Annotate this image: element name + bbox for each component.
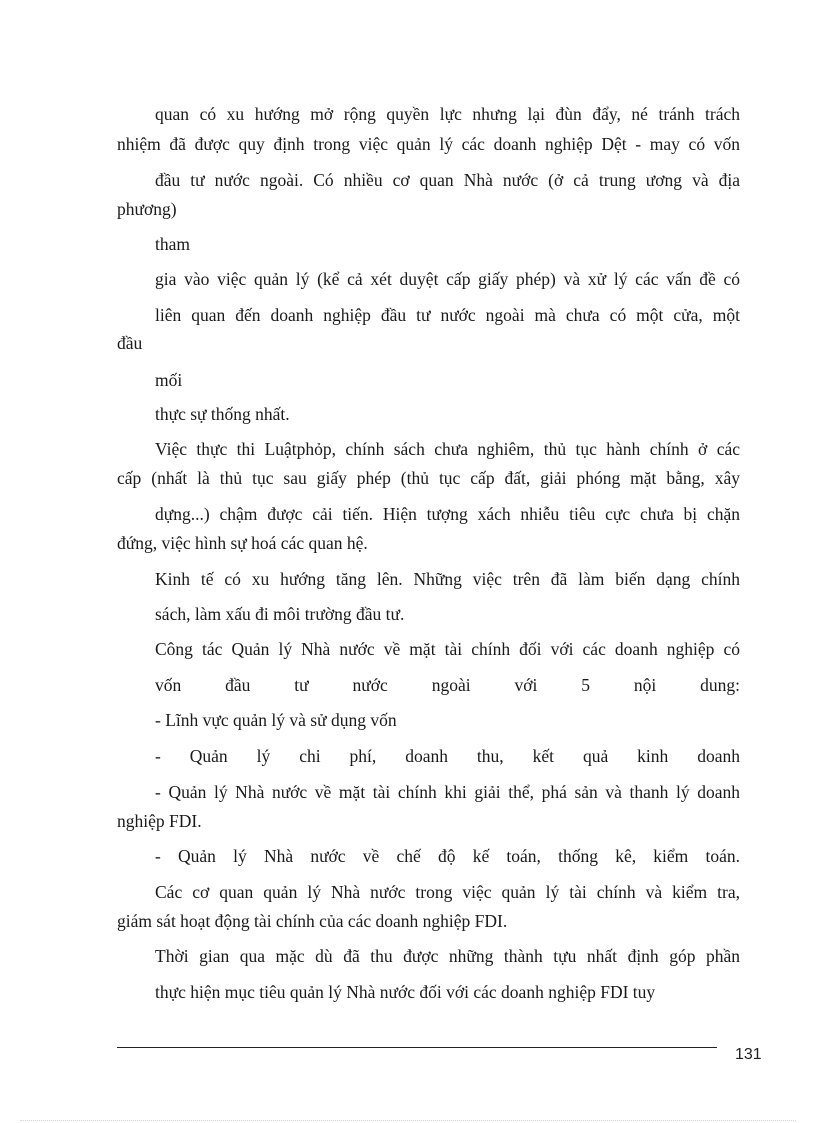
text-line: Các cơ quan quản lý Nhà nước trong việc quản lý tài chính và kiểm tra, — [155, 882, 740, 902]
text-line: - Lĩnh vực quản lý và sử dụng vốn — [155, 710, 397, 730]
text-line: giám sát hoạt động tài chính của các doanh nghiệp FDI. — [117, 911, 508, 931]
text-line: Việc thực thi Luậtphỏp, chính sách chưa nghiêm, thủ tục hành chính ở các — [155, 439, 740, 459]
text-line: nhiệm đã được quy định trong việc quản lý các doanh nghiệp Dệt - may có vốn — [117, 134, 740, 154]
text-line: sách, làm xấu đi môi trường đầu tư. — [155, 604, 405, 624]
text-line: - Quản lý chi phí, doanh thu, kết quả kinh doanh — [155, 746, 740, 766]
text-line: dựng...) chậm được cải tiến. Hiện tượng xách nhiễu tiêu cực chưa bị chặn — [155, 504, 740, 524]
text-line: cấp (nhất là thủ tục sau giấy phép (thủ tục cấp đất, giải phóng mặt bằng, xây — [117, 468, 740, 488]
text-line: gia vào việc quản lý (kể cả xét duyệt cấp giấy phép) và xử lý các vấn đề có — [155, 269, 740, 289]
text-line: - Quản lý Nhà nước về mặt tài chính khi giải thể, phá sản và thanh lý doanh — [155, 782, 740, 802]
text-line: - Quản lý Nhà nước về chế độ kế toán, thống kê, kiểm toán. — [155, 846, 740, 866]
text-line: nghiệp FDI. — [117, 811, 202, 831]
text-line: thực sự thống nhất. — [155, 404, 290, 424]
text-line: liên quan đến doanh nghiệp đầu tư nước ngoài mà chưa có một cửa, một — [155, 305, 740, 325]
text-line: Kinh tế có xu hướng tăng lên. Những việc trên đã làm biến dạng chính — [155, 569, 740, 589]
text-line: quan có xu hướng mở rộng quyền lực nhưng lại đùn đẩy, né tránh trách — [155, 104, 740, 124]
text-line: đứng, việc hình sự hoá các quan hệ. — [117, 533, 368, 553]
text-line: tham — [155, 234, 190, 254]
text-line: đầu tư nước ngoài. Có nhiều cơ quan Nhà nước (ở cả trung ương và địa — [155, 170, 740, 190]
text-line: Công tác Quản lý Nhà nước về mặt tài chính đối với các doanh nghiệp có — [155, 639, 740, 659]
text-line: Thời gian qua mặc dù đã thu được những thành tựu nhất định góp phần — [155, 946, 740, 966]
text-line: mối — [155, 370, 183, 390]
text-line: vốn đầu tư nước ngoài với 5 nội dung: — [155, 675, 740, 695]
text-line: phương) — [117, 199, 177, 219]
page-number: 131 — [735, 1046, 762, 1063]
footer-rule — [117, 1047, 717, 1048]
text-line: đầu — [117, 333, 143, 353]
page-edge-dots — [20, 1120, 796, 1121]
text-line: thực hiện mục tiêu quản lý Nhà nước đối với các doanh nghiệp FDI tuy — [155, 982, 656, 1002]
